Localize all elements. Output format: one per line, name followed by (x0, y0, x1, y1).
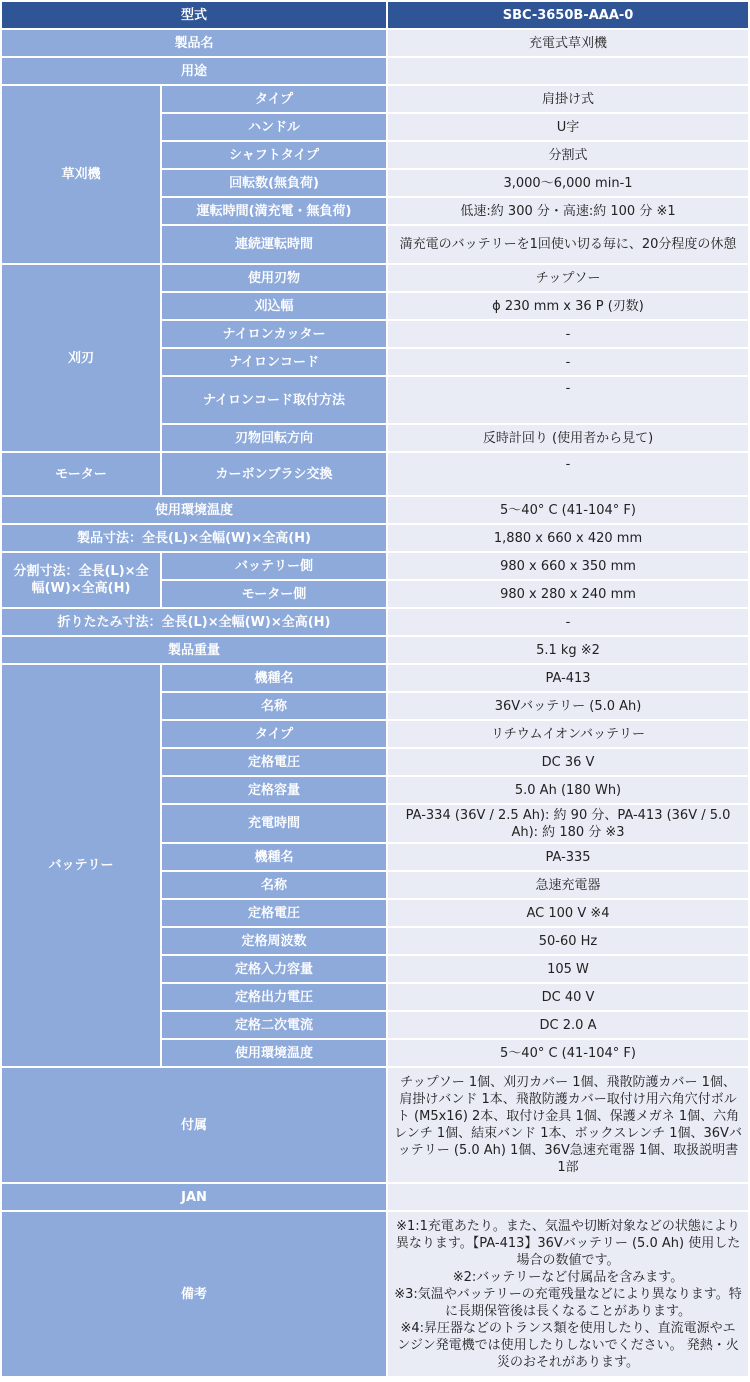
split-size-group-label: 分割寸法：全長(L)×全幅(W)×全高(H) (2, 553, 160, 607)
mower-spec-value: 分割式 (388, 142, 748, 168)
battery-spec-label: タイプ (162, 721, 386, 747)
battery-spec-label: 充電時間 (162, 805, 386, 842)
battery-spec-value: 5.0 Ah (180 Wh) (388, 777, 748, 803)
accessories-value: チップソー 1個、刈刃カバー 1個、飛散防護カバー 1個、肩掛けバンド 1本、飛散防護カバー取付け用六角穴付ボルト (M5x16) 2本、取付け金具 1個、保護メガネ 1個、六角レンチ 1個、結束バンド 1本、ボックスレンチ 1個、36Vバッテリー (5.0 Ah) 1個、36V急速充電器 1個、取扱説明書 1部 (388, 1068, 748, 1182)
carbon-brush-value: - (388, 453, 748, 495)
table-row (2, 453, 748, 495)
product-name-label: 製品名 (2, 30, 386, 56)
mower-spec-value: U字 (388, 114, 748, 140)
mower-spec-value: 低速:約 300 分・高速:約 100 分 ※1 (388, 198, 748, 224)
battery-spec-label: 名称 (162, 872, 386, 898)
jan-label: JAN (2, 1184, 386, 1210)
split-size-spec-label: モーター側 (162, 581, 386, 607)
blade-spec-value: - (388, 349, 748, 375)
battery-spec-value: 36Vバッテリー (5.0 Ah) (388, 693, 748, 719)
remark-line: ※3:気温やバッテリーの充電残量などにより異なります。特に長期保管後は長くなることがあります。 (394, 1286, 742, 1319)
split-size-spec-value: 980 x 660 x 350 mm (388, 553, 748, 579)
table-row (2, 1212, 748, 1376)
remarks-value (388, 1212, 748, 1376)
blade-spec-value: ϕ 230 mm x 36 P (刃数) (388, 293, 748, 319)
battery-spec-label: 使用環境温度 (162, 1040, 386, 1066)
table-row (2, 58, 748, 84)
table-row (2, 265, 748, 291)
mower-spec-label: ハンドル (162, 114, 386, 140)
usage-label: 用途 (2, 58, 386, 84)
product-size-value: 1,880 x 660 x 420 mm (388, 525, 748, 551)
battery-spec-value: PA-335 (388, 844, 748, 870)
battery-spec-label: 定格容量 (162, 777, 386, 803)
model-label: 型式 (2, 2, 386, 28)
blade-spec-label: ナイロンカッター (162, 321, 386, 347)
battery-spec-value: DC 40 V (388, 984, 748, 1010)
motor-label: モーター (2, 453, 160, 495)
blade-spec-value: - (388, 321, 748, 347)
battery-spec-value: PA-413 (388, 665, 748, 691)
accessories-label: 付属 (2, 1068, 386, 1182)
battery-spec-label: 定格出力電圧 (162, 984, 386, 1010)
battery-spec-value: PA-334 (36V / 2.5 Ah): 約 90 分、PA-413 (36V / 5.0 Ah): 約 180 分 ※3 (388, 805, 748, 842)
blade-spec-value: 反時計回り (使用者から見て) (388, 425, 748, 451)
mower-spec-label: 運転時間(満充電・無負荷) (162, 198, 386, 224)
folded-size-label: 折りたたみ寸法：全長(L)×全幅(W)×全高(H) (2, 609, 386, 635)
blade-spec-label: 刈込幅 (162, 293, 386, 319)
usage-value (388, 58, 748, 84)
blade-spec-value: - (388, 377, 748, 423)
remark-line: ※1:1充電あたり。また、気温や切断対象などの状態により異なります。【PA-413】36Vバッテリー (5.0 Ah) 使用した場合の数値です。 (395, 1218, 741, 1268)
blade-spec-value: チップソー (388, 265, 748, 291)
battery-spec-label: 機種名 (162, 844, 386, 870)
spec-table-body (2, 2, 748, 1376)
split-size-spec-value: 980 x 280 x 240 mm (388, 581, 748, 607)
environment-temp-value: 5～40° C (41-104° F) (388, 497, 748, 523)
mower-spec-value: 3,000～6,000 min-1 (388, 170, 748, 196)
mower-spec-value: 肩掛け式 (388, 86, 748, 112)
mower-spec-label: 回転数(無負荷) (162, 170, 386, 196)
battery-spec-value: AC 100 V ※4 (388, 900, 748, 926)
blade-spec-label: 使用刃物 (162, 265, 386, 291)
table-row (2, 2, 748, 28)
blade-spec-label: ナイロンコード取付方法 (162, 377, 386, 423)
battery-spec-label: 定格周波数 (162, 928, 386, 954)
battery-spec-value: 50-60 Hz (388, 928, 748, 954)
battery-spec-value: DC 36 V (388, 749, 748, 775)
mower-group-label: 草刈機 (2, 86, 160, 263)
folded-size-value: - (388, 609, 748, 635)
blade-spec-label: 刃物回転方向 (162, 425, 386, 451)
table-row (2, 553, 748, 579)
jan-value (388, 1184, 748, 1210)
mower-spec-label: タイプ (162, 86, 386, 112)
mower-spec-label: シャフトタイプ (162, 142, 386, 168)
battery-spec-value: リチウムイオンバッテリー (388, 721, 748, 747)
split-size-spec-label: バッテリー側 (162, 553, 386, 579)
table-row (2, 86, 748, 112)
table-row (2, 665, 748, 691)
blade-group-label: 刈刃 (2, 265, 160, 451)
mower-spec-label: 連続運転時間 (162, 226, 386, 263)
weight-label: 製品重量 (2, 637, 386, 663)
battery-group-label: バッテリー (2, 665, 160, 1066)
table-row (2, 637, 748, 663)
battery-spec-label: 機種名 (162, 665, 386, 691)
table-row (2, 30, 748, 56)
remark-line: ※4:昇圧器などのトランス類を使用したり、直流電源やエンジン発電機では使用したりしないでください。 発熱・火災のおそれがあります。 (397, 1320, 739, 1370)
table-row (2, 497, 748, 523)
remarks-label: 備考 (2, 1212, 386, 1376)
environment-temp-label: 使用環境温度 (2, 497, 386, 523)
battery-spec-label: 定格二次電流 (162, 1012, 386, 1038)
table-row (2, 525, 748, 551)
blade-spec-label: ナイロンコード (162, 349, 386, 375)
battery-spec-value: 5～40° C (41-104° F) (388, 1040, 748, 1066)
product-name-value: 充電式草刈機 (388, 30, 748, 56)
model-value: SBC-3650B-AAA-0 (388, 2, 748, 28)
battery-spec-label: 定格電圧 (162, 749, 386, 775)
weight-value: 5.1 kg ※2 (388, 637, 748, 663)
battery-spec-value: DC 2.0 A (388, 1012, 748, 1038)
battery-spec-label: 定格入力容量 (162, 956, 386, 982)
carbon-brush-label: カーボンブラシ交換 (162, 453, 386, 495)
table-row (2, 1068, 748, 1182)
mower-spec-value: 満充電のバッテリーを1回使い切る毎に、20分程度の休憩 (388, 226, 748, 263)
battery-spec-value: 105 W (388, 956, 748, 982)
table-row (2, 609, 748, 635)
table-row (2, 1184, 748, 1210)
battery-spec-label: 名称 (162, 693, 386, 719)
battery-spec-label: 定格電圧 (162, 900, 386, 926)
remark-line: ※2:バッテリーなど付属品を含みます。 (452, 1269, 684, 1285)
product-size-label: 製品寸法：全長(L)×全幅(W)×全高(H) (2, 525, 386, 551)
battery-spec-value: 急速充電器 (388, 872, 748, 898)
